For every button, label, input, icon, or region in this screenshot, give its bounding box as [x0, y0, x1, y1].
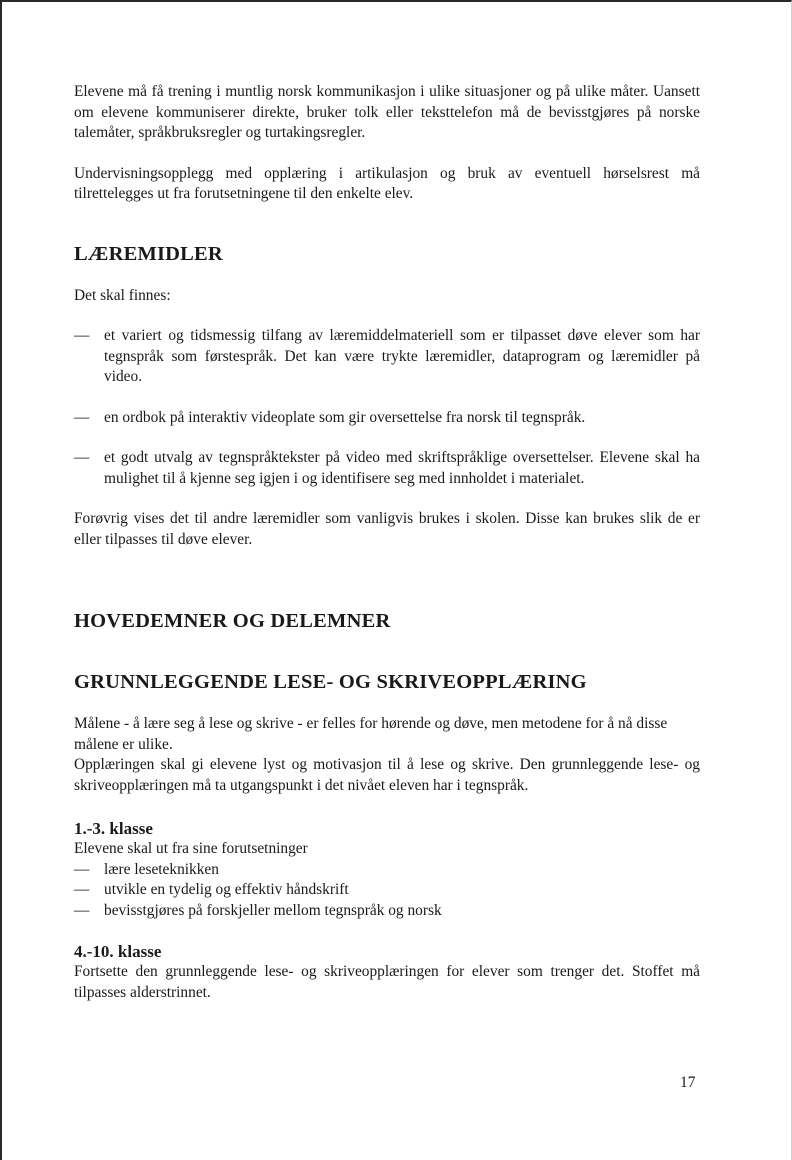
paragraph-grade-4-10: Fortsette den grunnleggende lese- og skriveopplæringen for elever som trenger det. Stoffet må tilpasses alderstrinnet. [74, 963, 700, 1001]
paragraph-articulation: Undervisningsopplegg med opplæring i artikulasjon og bruk av eventuell hørselsrest må tilrettelegges ut fra forutsetningene til den enkelte elev. [74, 164, 700, 202]
laeremidler-intro: Det skal finnes: [74, 286, 171, 304]
heading-grade-4-10: 4.-10. klasse [74, 942, 162, 961]
list-item [74, 901, 700, 922]
list-item-text: utvikle en tydelig og effektiv håndskrift [104, 881, 349, 898]
page-number: 17 [680, 1074, 696, 1091]
heading-grade-1-3: 1.-3. klasse [74, 819, 153, 838]
list-item [74, 880, 700, 901]
list-item-text: en ordbok på interaktiv videoplate som gir oversettelse fra norsk til tegnspråk. [104, 408, 586, 426]
list-item-text: et variert og tidsmessig tilfang av læremiddelmateriell som er tilpasset døve elever som har tegnspråk som førstespråk. Det kan være trykte læremidler, dataprogram og læremidler på video. [104, 327, 700, 385]
list-intro-text: Elevene skal ut fra sine forutsetninger [74, 840, 308, 857]
paragraph-other-materials: Forøvrig vises det til andre læremidler som vanligvis brukes i skolen. Disse kan brukes slik de er eller tilpasses til døve elever. [74, 510, 700, 548]
list-item-text: bevisstgjøres på forskjeller mellom tegnspråk og norsk [104, 901, 442, 919]
heading-hovedemner: HOVEDEMNER OG DELEMNER [74, 610, 391, 632]
dash-marker: — [74, 449, 90, 466]
list-item [74, 860, 700, 881]
list-item-text: lære leseteknikken [104, 860, 219, 878]
page-content [74, 82, 700, 1003]
heading-laeremidler: LÆREMIDLER [74, 242, 223, 265]
dash-marker: — [74, 327, 90, 344]
paragraph-motivation: Opplæringen skal gi elevene lyst og motivasjon til å lese og skrive. Den grunnleggende lese- og skriveopplæringen må ta utgangspunkt i det nivået eleven har i tegnspråk. [74, 756, 700, 794]
dash-marker: — [74, 408, 90, 426]
list-intro [74, 839, 700, 860]
dash-marker: — [74, 860, 90, 878]
list-item [74, 408, 700, 429]
paragraph-goals: Målene - å lære seg å lese og skrive - er felles for hørende og døve, men metodene for å nå disse målene er ulike. [74, 715, 668, 753]
list-item [74, 326, 700, 388]
list-item-text: et godt utvalg av tegnspråktekster på video med skriftspråklige oversettelser. Elevene skal ha mulighet til å kjenne seg igjen i og identifisere seg med innholdet i materialet. [104, 449, 700, 487]
grade-1-3-list [74, 839, 700, 921]
paragraph-communication: Elevene må få trening i muntlig norsk kommunikasjon i ulike situasjoner og på ulike måter. Uansett om elevene kommuniserer direkte, bruker tolk eller teksttelefon må de bevisstgjøres på norske talemåter, språkbruksregler og turtakingsregler. [74, 83, 700, 141]
heading-grunnleggende: GRUNNLEGGENDE LESE- OG SKRIVEOPPLÆRING [74, 671, 587, 693]
list-item [74, 448, 700, 489]
dash-marker: — [74, 901, 90, 919]
dash-marker: — [74, 881, 90, 898]
